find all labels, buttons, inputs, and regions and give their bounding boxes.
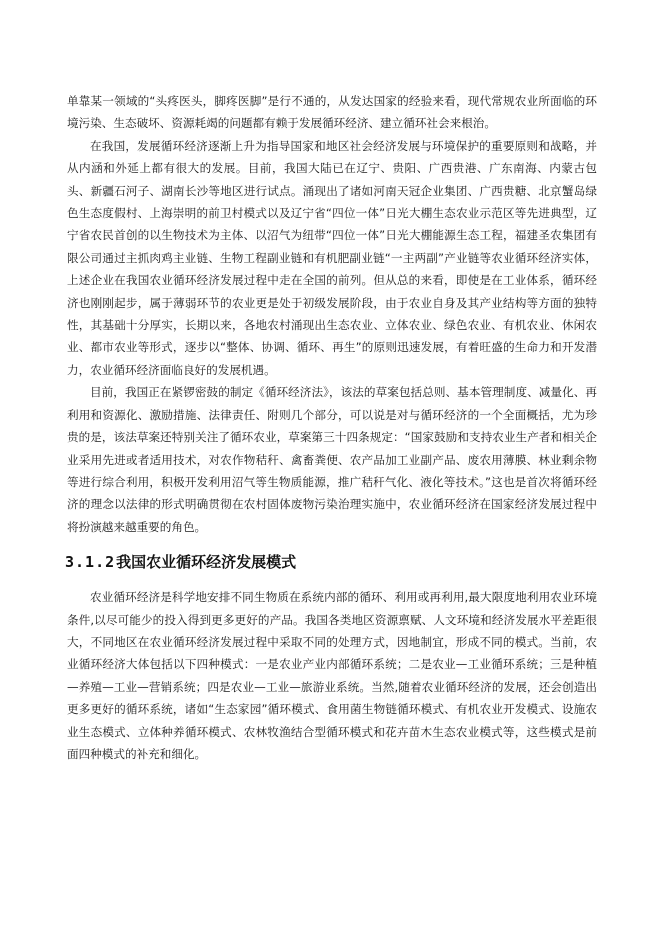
paragraph-2: 在我国，发展循环经济逐渐上升为指导国家和地区社会经济发展与环境保护的重要原则和战略，并从内涵和外延上都有很大的发展。目前，我国大陆已在辽宁、贵阳、广西贵港、广东南海、内蒙古包头、新疆石河子、湖南长沙等地区进行试点。涌现出了诸如河南天冠企业集团、广西贵糖、北京蟹岛绿色生态度假村、上海崇明的前卫村模式以及辽宁省“四位一体”日光大棚生态农业示范区等先进典型，辽宁省农民首创的以生物技术为主体、以沼气为纽带“四位一体”日光大棚能源生态工程，福建圣农集团有限公司通过主抓肉鸡主业链、生物工程副业链和有机肥副业链“一主两副”产业链等农业循环经济实体，上述企业在我国农业循环经济发展过程中走在全国的前列。但从总的来看，即使是在工业体系，循环经济也刚刚起步，属于薄弱环节的农业更是处于初级发展阶段，由于农业自身及其产业结构等方面的独特性，其基础十分厚实，长期以来，各地农村涌现出生态农业、立体农业、绿色农业、有机农业、休闲农业、都市农业等形式，逐步以“整体、协调、循环、再生”的原则迅速发展，有着旺盛的生命力和开发潜力，农业循环经济面临良好的发展机遇。 — [67, 138, 597, 377]
paragraph-3: 目前，我国正在紧锣密鼓的制定《循环经济法》，该法的草案包括总则、基本管理制度、减量化、再利用和资源化、激励措施、法律责任、附则几个部分，可以说是对与循环经济的一个全面概括，尤为珍贵的是，该法草案还特别关注了循环农业，草案第三十四条规定：“国家鼓励和支持农业生产者和相关企业采用先进或者适用技术，对农作物秸秆、禽畜粪便、农产品加工业副产品、废农用薄膜、林业剩余物等进行综合利用，积极开发利用沼气等生物质能源，推广秸秆气化、液化等技术。”这也是首次将循环经济的理念以法律的形式明确贯彻在农村固体废物污染治理实施中，农业循环经济在国家经济发展过程中将扮演越来越重要的角色。 — [67, 385, 597, 534]
paragraph-1: 单靠某一领域的“头疼医头，脚疼医脚”是行不通的，从发达国家的经验来看，现代常规农业所面临的环境污染、生态破坏、资源耗竭的问题都有赖于发展循环经济、建立循环社会来根治。 — [67, 94, 597, 131]
section-heading — [65, 550, 597, 574]
section-number: 3.1.2 — [65, 553, 116, 572]
document-body — [67, 90, 597, 765]
paragraph-4: 农业循环经济是科学地安排不同生物质在系统内部的循环、利用或再利用,最大限度地利用农业环境条件,以尽可能少的投入得到更多更好的产品。我国各类地区资源禀赋、人文环境和经济发展水平差距很大，不同地区在农业循环经济发展过程中采取不同的处理方式，因地制宜，形成不同的模式。当前，农业循环经济大体包括以下四种模式：一是农业产业内部循环系统；二是农业—工业循环系统；三是种植—养殖—工业—营销系统；四是农业—工业—旅游业系统。当然,随着农业循环经济的发展，还会创造出更多更好的循环系统，诸如“生态家园”循环模式、食用菌生物链循环模式、有机农业开发模式、设施农业生态模式、立体种养循环模式、农林牧渔结合型循环模式和花卉苗木生态农业模式等，这些模式是前面四种模式的补充和细化。 — [67, 590, 597, 761]
section-title: 我国农业循环经济发展模式 — [116, 553, 297, 572]
